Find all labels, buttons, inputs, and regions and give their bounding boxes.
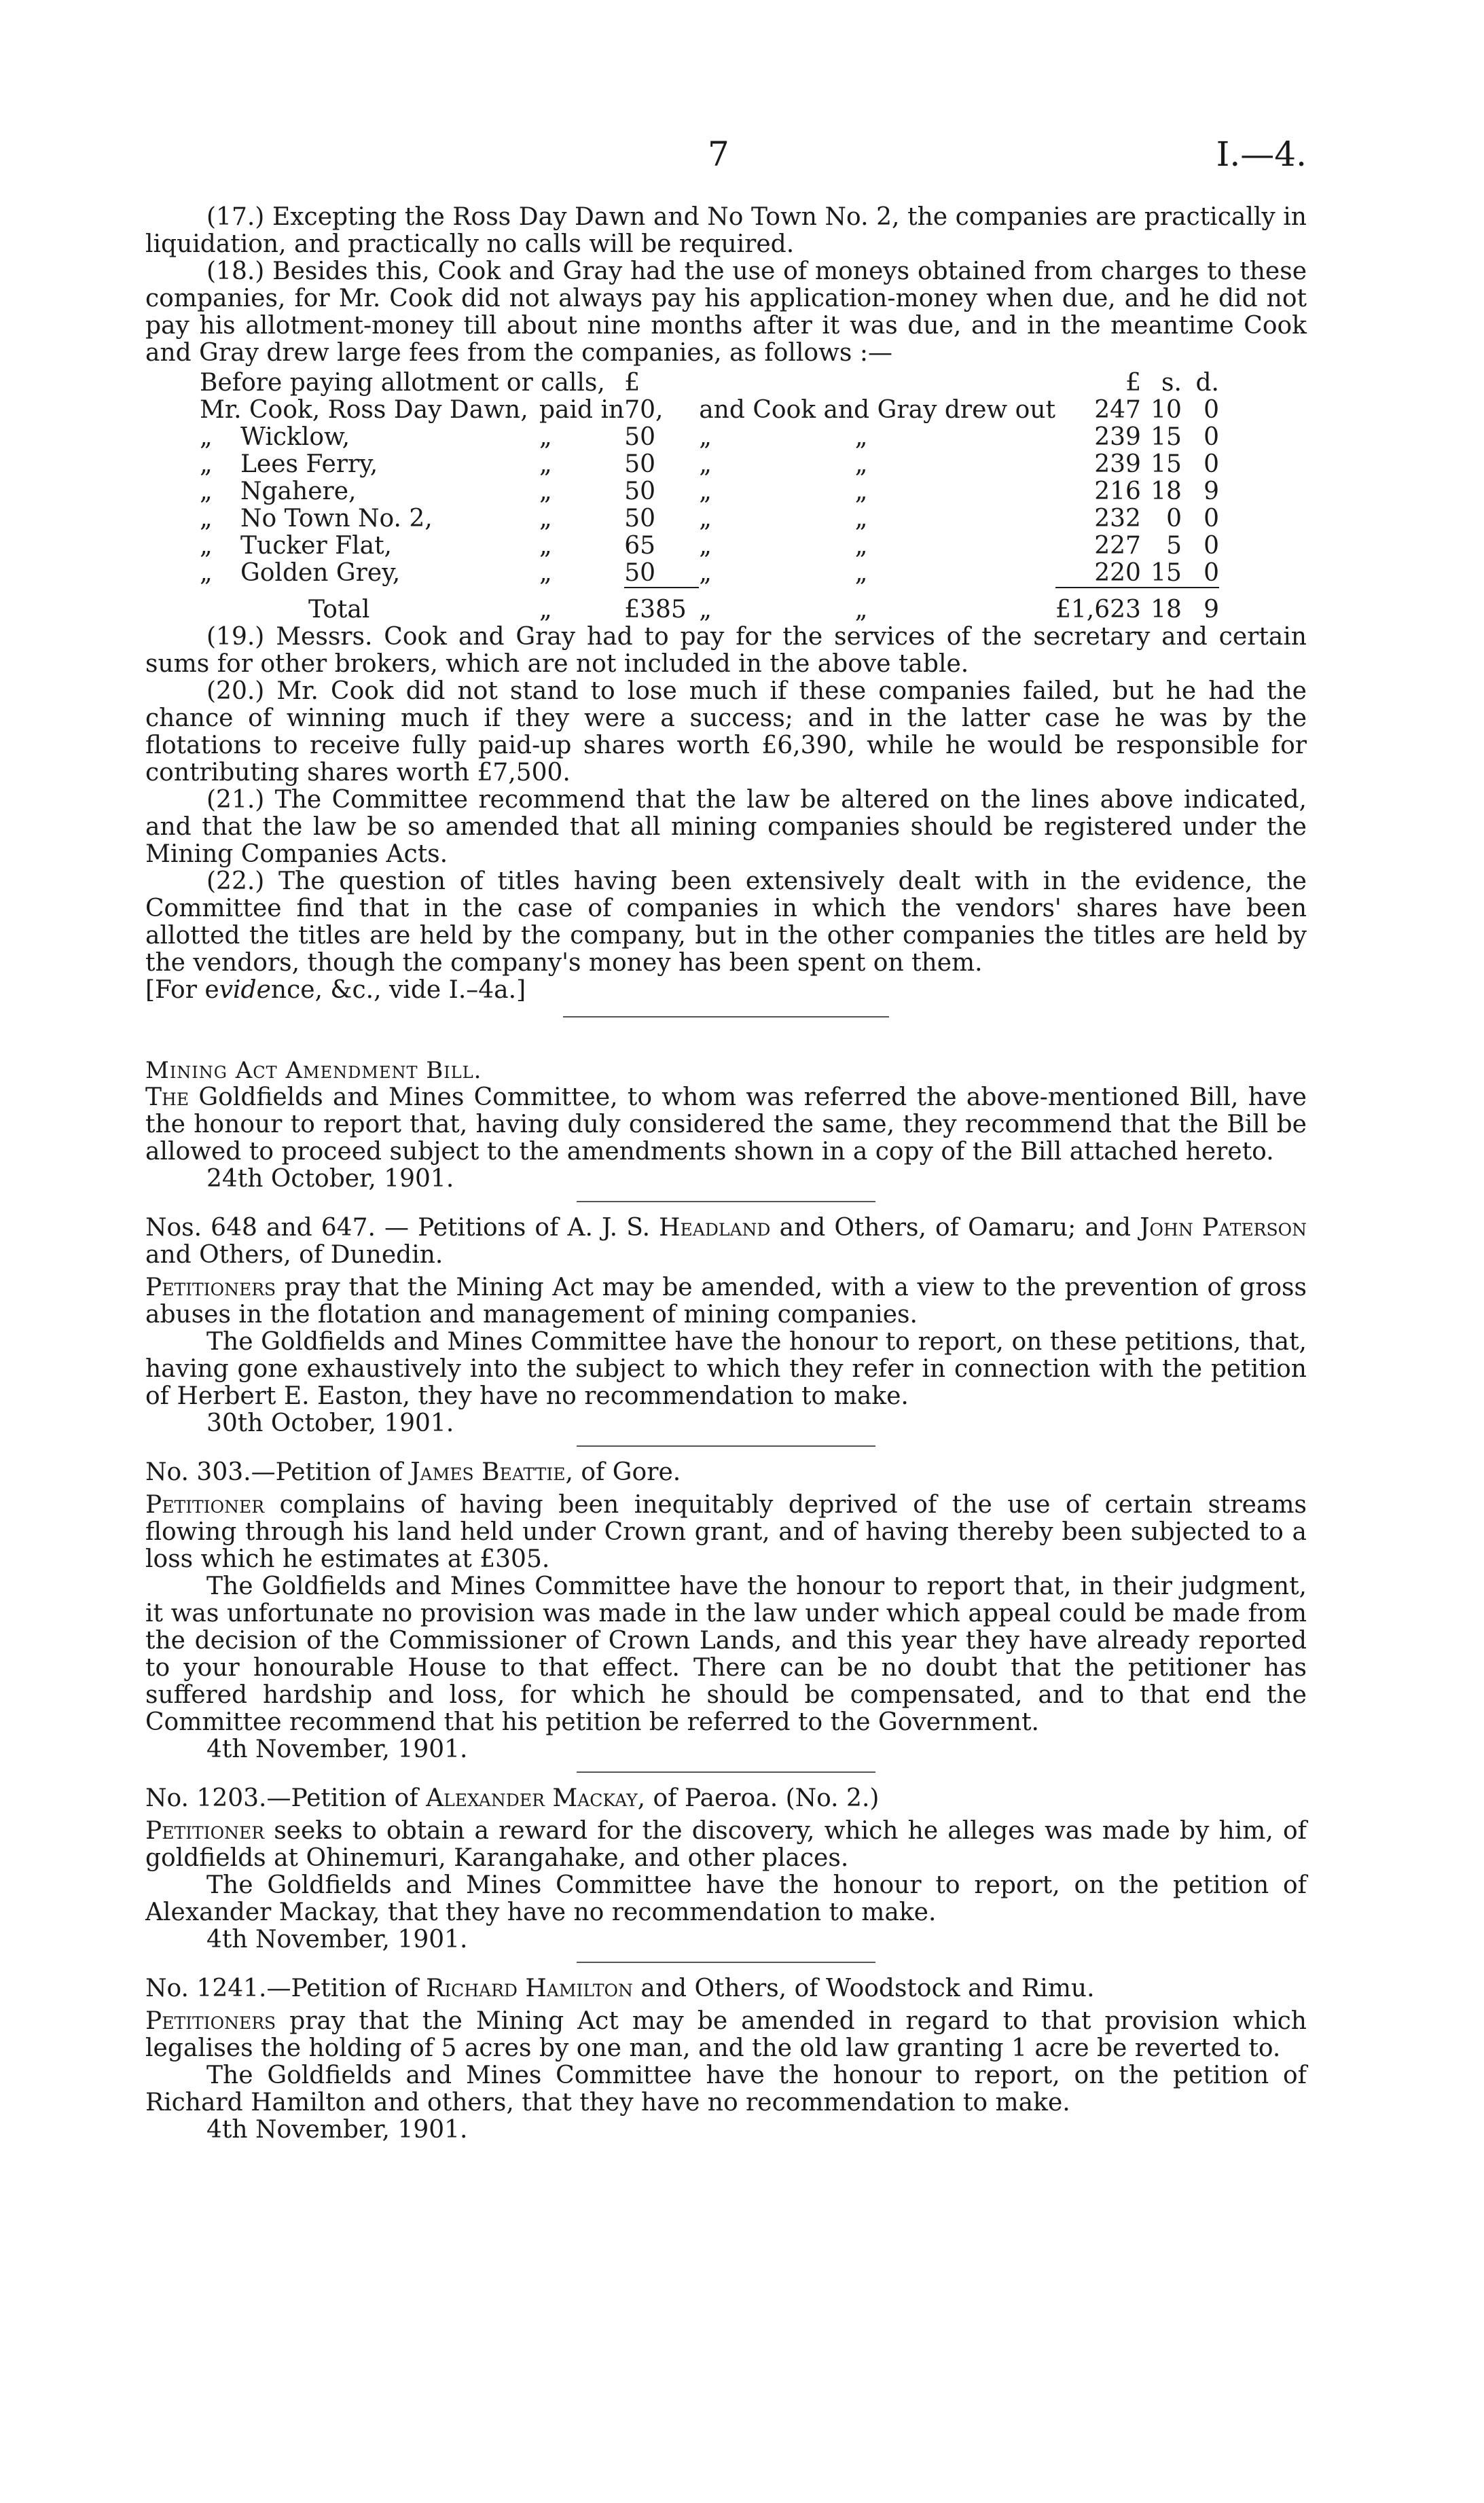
section-divider [563, 1016, 889, 1018]
paragraph-19: (19.) Messrs. Cook and Gray had to pay for the services of the secretary and certain sums for other brokers, which are not included in the above table. [145, 623, 1307, 678]
section-divider [577, 1445, 875, 1447]
mining-act-date: 24th October, 1901. [206, 1165, 454, 1193]
row-prefix: „ [200, 505, 213, 533]
petition-1241-report: The Goldfields and Mines Committee have the honour to report, on the petition of Richard Hamilton and others, that they have no recommendation to make. [145, 2061, 1307, 2117]
fees-table [200, 370, 1219, 624]
table-row [200, 560, 1219, 588]
petition-1241-heading-pre: No. 1241.—Petition of [145, 1975, 418, 2002]
row-amount: 70, [624, 396, 664, 424]
row-d: 0 [1204, 532, 1219, 560]
row-paid: „ [539, 423, 552, 451]
row-prefix: „ [200, 532, 213, 560]
row-s: 10 [1151, 396, 1182, 424]
row-mid: „ [699, 450, 712, 478]
paragraph-20: (20.) Mr. Cook did not stand to lose much if these companies failed, but he had the chance of winning much if they were a success; and in the latter case he was by the flotations to receive fully paid-up shares worth £6,390, while he would be responsible for contributing shares worth £7,500. [145, 677, 1307, 787]
petition-1241-body: pray that the Mining Act may be amended in regard to that provision which legalises the holding of 5 acres by one man, and the old law granting 1 acre be reverted to. [145, 2007, 1307, 2062]
petition-1203-body: seeks to obtain a reward for the discovery, which he alleges was made by him, of goldfields at Ohinemuri, Karangahake, and other places. [145, 1817, 1307, 1872]
table-row [200, 533, 1219, 560]
row-amount: 50 [624, 423, 656, 451]
total-mid: „ [699, 596, 712, 624]
row-company: No Town No. 2, [240, 505, 433, 533]
total-label: Total [308, 596, 370, 624]
row-mid2: „ [854, 478, 868, 505]
row-mid: and Cook and Gray drew out [699, 396, 1055, 424]
row-lb: 239 [1094, 423, 1141, 451]
petition-1241-text [145, 2008, 1307, 2062]
petition-1241-lead: Petitioners [145, 2007, 276, 2035]
mining-act-title: Mining Act Amendment Bill. [145, 1057, 482, 1084]
petition-1241-heading-post: and Others, of Woodstock and Rimu. [640, 1975, 1095, 2002]
section-divider [577, 1771, 875, 1773]
total-mid2: „ [854, 596, 868, 624]
petition-303-heading [145, 1459, 1307, 1486]
row-lb: 247 [1094, 396, 1141, 424]
section-divider [577, 1201, 875, 1202]
row-company: Wicklow, [240, 423, 350, 451]
row-prefix: „ [200, 478, 213, 505]
row-lb: 227 [1094, 532, 1141, 560]
col-header-d: d. [1195, 369, 1219, 397]
total-lb: £1,623 [1055, 596, 1141, 624]
row-d: 9 [1204, 478, 1219, 505]
row-prefix: „ [200, 559, 213, 587]
table-row [200, 451, 1219, 478]
fees-table-header [200, 370, 1219, 397]
petition-1241-date: 4th November, 1901. [206, 2116, 468, 2144]
row-s: 18 [1151, 478, 1182, 505]
row-s: 0 [1166, 505, 1182, 533]
row-s: 5 [1166, 532, 1182, 560]
petition-1203-heading-pre: No. 1203.—Petition of [145, 1784, 418, 1812]
row-amount: 50 [624, 478, 656, 505]
paragraph-18: (18.) Besides this, Cook and Gray had the use of moneys obtained from charges to these companies, for Mr. Cook did not always pay his application-money when due, and he did not pay his allotment-money till about nine months after it was due, and in the meantime Cook and Gray drew large fees from the companies, as follows :— [145, 257, 1307, 367]
row-d: 0 [1204, 423, 1219, 451]
row-company: Ngahere, [240, 478, 357, 505]
petition-648-body: pray that the Mining Act may be amended, with a view to the prevention of gross abuses in the flotation and management of mining companies. [145, 1274, 1307, 1329]
row-amount: 50 [624, 450, 656, 478]
petition-648-heading-mid: and Others, of Oamaru; and [779, 1214, 1132, 1242]
table-row [200, 397, 1219, 424]
total-s: 18 [1151, 596, 1182, 624]
fees-intro: Before paying allotment or calls, [200, 369, 605, 397]
petition-648-heading [145, 1214, 1307, 1269]
paragraph-17: (17.) Excepting the Ross Day Dawn and No Town No. 2, the companies are practically in liquidation, and practically no calls will be required. [145, 203, 1307, 258]
row-paid: „ [539, 559, 552, 587]
col-header-pound: £ [624, 369, 640, 397]
paragraph-21: (21.) The Committee recommend that the law be altered on the lines above indicated, and that the law be so amended that all mining companies should be registered under the Mining Companies Acts. [145, 786, 1307, 868]
row-paid: „ [539, 532, 552, 560]
row-company: Tucker Flat, [240, 532, 392, 560]
petition-648-date: 30th October, 1901. [206, 1409, 454, 1437]
petition-1203-report: The Goldfields and Mines Committee have the honour to report, on the petition of Alexander Mackay, that they have no recommendation to make. [145, 1871, 1307, 1926]
petition-648-name2: John Paterson [1140, 1214, 1307, 1242]
table-row [200, 478, 1219, 505]
row-paid: „ [539, 450, 552, 478]
petition-648-report: The Goldfields and Mines Committee have the honour to report, on these petitions, that, having gone exhaustively into the subject to which they refer in connection with the petition of Herbert E. Easton, they have no recommendation to make. [145, 1328, 1307, 1410]
row-d: 0 [1204, 396, 1219, 424]
row-mid: „ [699, 478, 712, 505]
row-prefix: „ [200, 423, 213, 451]
row-company: Ross Day Dawn, [327, 396, 528, 424]
petition-303-heading-pre: No. 303.—Petition of [145, 1458, 403, 1486]
petition-648-heading-pre: Nos. 648 and 647. — Petitions of A. J. S. [145, 1214, 651, 1242]
petition-648-text [145, 1274, 1307, 1329]
section-divider [577, 1962, 875, 1963]
col-header-s: s. [1161, 369, 1182, 397]
row-prefix: „ [200, 450, 213, 478]
row-mid: „ [699, 423, 712, 451]
total-row [200, 596, 1219, 624]
petition-1203-heading-post: of Paeroa. (No. 2.) [653, 1784, 880, 1812]
row-paid: paid in [539, 396, 625, 424]
row-d: 0 [1204, 450, 1219, 478]
total-d: 9 [1204, 596, 1219, 624]
paragraph-22: (22.) The question of titles having been extensively dealt with in the evidence, the Committee find that in the case of companies in which the vendors' shares have been allotted the titles are held by the company, but in the other companies the titles are held by the vendors, though the company's money has been spent on them. [145, 867, 1307, 977]
page-header [145, 134, 1307, 182]
total-paid: „ [539, 596, 552, 624]
petition-648-heading-post: and Others, of Dunedin. [145, 1241, 444, 1269]
row-mid: „ [699, 505, 712, 533]
total-amount: £385 [624, 596, 687, 624]
petition-1203-date: 4th November, 1901. [206, 1926, 468, 1953]
table-row [200, 424, 1219, 451]
petition-303-heading-post: of Gore. [581, 1458, 681, 1486]
col-header-lb: £ [1125, 369, 1141, 397]
row-paid: „ [539, 505, 552, 533]
mining-act-body: Goldfields and Mines Committee, to whom was referred the above-mentioned Bill, have the honour to report that, having duly considered the same, they recommend that the Bill be allowed to proceed subject to the amendments shown in a copy of the Bill attached hereto. [145, 1083, 1307, 1166]
row-mid2: „ [854, 532, 868, 560]
row-amount: 50 [624, 505, 656, 533]
row-mid2: „ [854, 423, 868, 451]
row-d: 0 [1204, 559, 1219, 587]
table-row [200, 505, 1219, 533]
petition-303-lead: Petitioner [145, 1491, 265, 1519]
petition-303-body: complains of having been inequitably deprived of the use of certain streams flowing through his land held under Crown grant, and of having thereby been subjected to a loss which he estimates at £305. [145, 1491, 1307, 1573]
petition-648-name1: Headland [659, 1214, 771, 1242]
petition-1203-name: Alexander Mackay, [426, 1784, 646, 1812]
document-body [145, 204, 1307, 2144]
row-paid: „ [539, 478, 552, 505]
row-mid: „ [699, 532, 712, 560]
page-number: 7 [708, 134, 729, 174]
row-lb: 216 [1094, 478, 1141, 505]
evidence-note: [For evidence, &c., vide I.–4a.] [145, 976, 526, 1004]
row-lb: 232 [1094, 505, 1141, 533]
petition-1241-heading [145, 1975, 1307, 2002]
row-company: Lees Ferry, [240, 450, 378, 478]
mining-act-text [145, 1084, 1307, 1166]
row-company: Golden Grey, [240, 559, 401, 587]
petition-648-lead: Petitioners [145, 1274, 276, 1301]
petition-1241-name: Richard Hamilton [426, 1975, 633, 2002]
row-mid2: „ [854, 505, 868, 533]
row-prefix: Mr. Cook, [200, 396, 321, 424]
petition-303-name: James Beattie, [410, 1458, 573, 1486]
petition-303-text [145, 1492, 1307, 1573]
petition-303-date: 4th November, 1901. [206, 1735, 468, 1763]
row-mid: „ [699, 559, 712, 587]
row-mid2: „ [854, 450, 868, 478]
petition-303-report: The Goldfields and Mines Committee have the honour to report that, in their judgment, it was unfortunate no provision was made in the law under which appeal could be made from the decision of the Commissioner of Crown Lands, and this year they have already reported to your honourable House to that effect. There can be no doubt that the petitioner has suffered hardship and loss, for which he should be compensated, and to that end the Committee recommend that his petition be referred to the Government. [145, 1572, 1307, 1736]
row-lb: 239 [1094, 450, 1141, 478]
row-amount: 65 [624, 532, 656, 560]
document-reference: I.—4. [1216, 134, 1307, 174]
mining-act-lead: The [145, 1083, 189, 1111]
row-s: 15 [1151, 423, 1182, 451]
petition-1203-lead: Petitioner [145, 1817, 265, 1845]
row-lb: 220 [1094, 559, 1141, 587]
row-s: 15 [1151, 450, 1182, 478]
petition-1203-heading [145, 1785, 1307, 1812]
row-mid2: „ [854, 559, 868, 587]
row-amount: 50 [624, 559, 656, 587]
row-s: 15 [1151, 559, 1182, 587]
row-d: 0 [1204, 505, 1219, 533]
petition-1203-text [145, 1818, 1307, 1872]
